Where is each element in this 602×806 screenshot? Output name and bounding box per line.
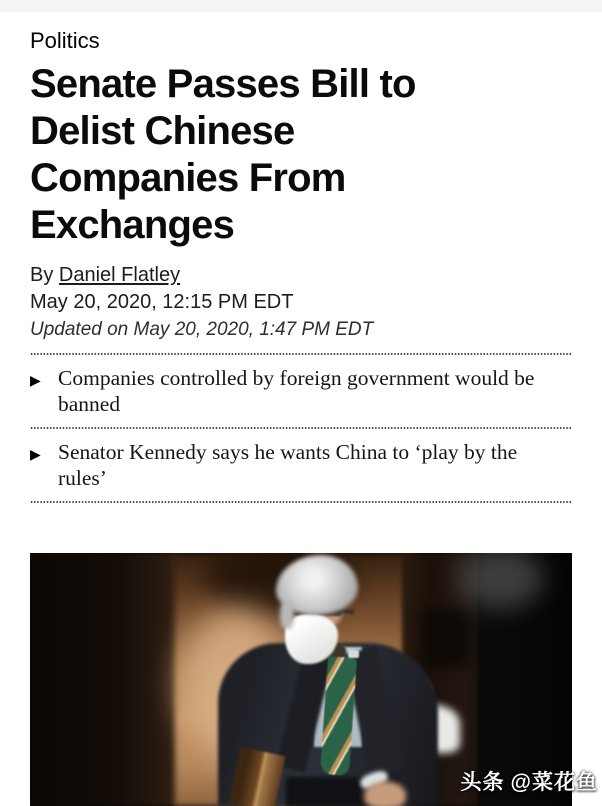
byline-prefix: By xyxy=(30,264,59,286)
photo-flag-lapel-pin xyxy=(348,650,359,658)
photo-person-hand xyxy=(364,781,406,806)
dotted-divider xyxy=(30,501,572,503)
category-link[interactable]: Politics xyxy=(30,28,100,53)
top-margin-strip xyxy=(0,0,602,12)
article-content xyxy=(0,12,602,503)
key-point-text: Companies controlled by foreign government would be banned xyxy=(58,366,535,416)
toutiao-logo-text: 头条 xyxy=(460,771,505,794)
publish-date: May 20, 2020, 12:15 PM EDT xyxy=(30,291,294,313)
key-point-text: Senator Kennedy says he wants China to ‘play by the rules’ xyxy=(58,440,518,490)
photo-left-doorframe xyxy=(30,553,178,806)
dotted-divider xyxy=(30,353,572,355)
updated-date: Updated on May 20, 2020, 1:47 PM EDT xyxy=(30,319,374,340)
triangle-bullet-icon: ▶ xyxy=(30,446,41,462)
article-meta xyxy=(30,262,572,343)
triangle-bullet-icon: ▶ xyxy=(30,372,41,388)
photo-wall-plaque xyxy=(420,608,470,668)
headline-line: Exchanges xyxy=(30,203,235,247)
toutiao-watermark xyxy=(461,766,598,796)
headline-line: Delist Chinese xyxy=(30,109,295,153)
watermark-handle: @菜花鱼 xyxy=(510,771,598,794)
headline xyxy=(30,61,572,249)
article-photo xyxy=(30,553,598,806)
dotted-divider xyxy=(30,427,572,429)
key-point-item xyxy=(30,365,572,417)
key-point-item xyxy=(30,439,572,491)
author-link[interactable]: Daniel Flatley xyxy=(58,264,181,286)
headline-line: Companies From xyxy=(30,156,346,200)
headline-line: Senate Passes Bill to xyxy=(30,62,416,106)
photo-sideburn xyxy=(280,601,294,629)
byline xyxy=(30,262,572,289)
